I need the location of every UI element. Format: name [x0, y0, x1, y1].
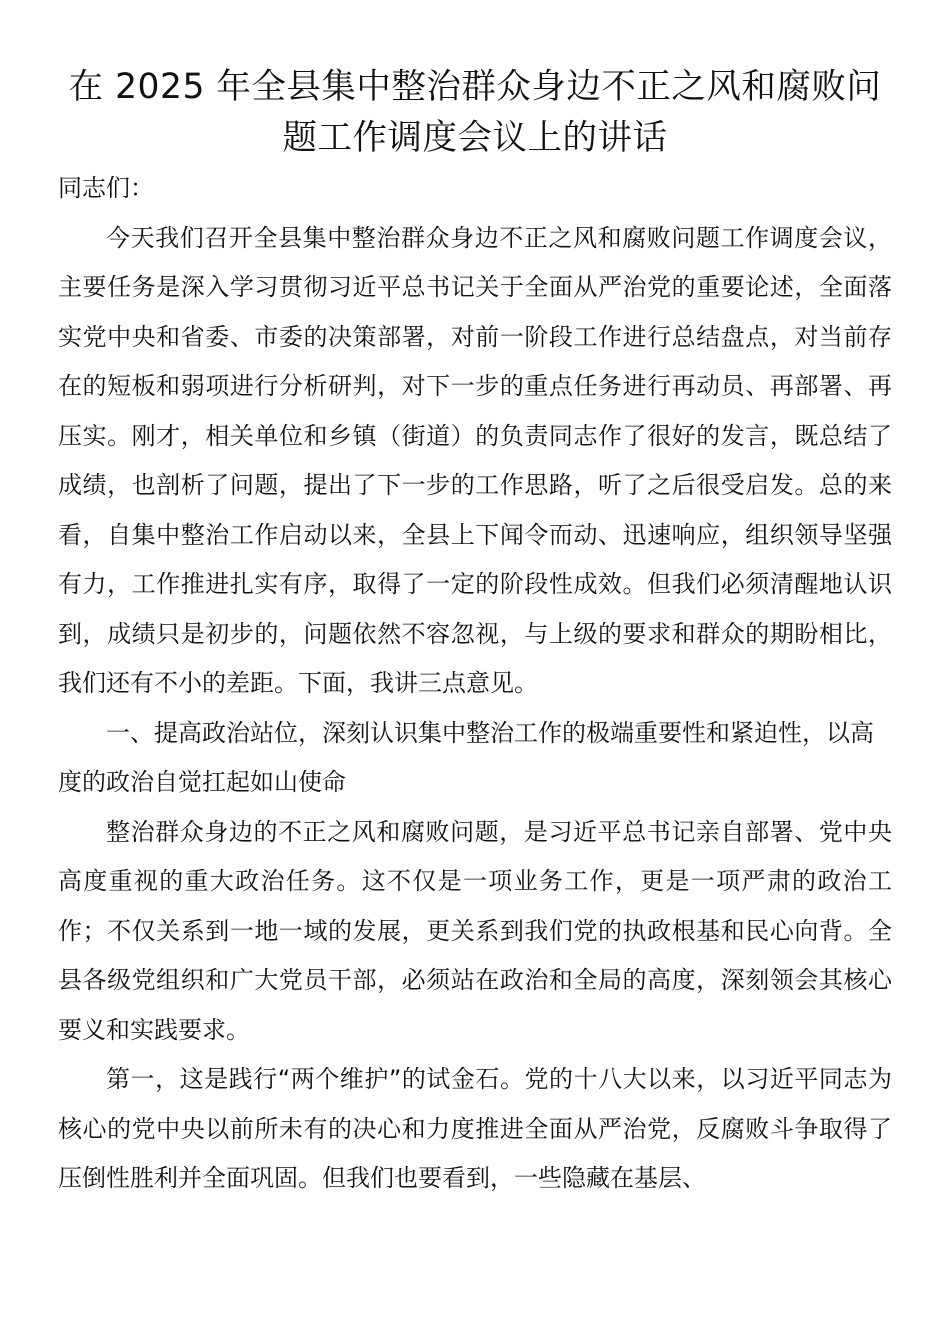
section-paragraph: 整治群众身边的不正之风和腐败问题，是习近平总书记亲自部署、党中央高度重视的重大政治任务。这不仅是一项业务工作，更是一项严肃的政治工作；不仅关系到一地一域的发展，更关系到我们党的执政根基和民心向背。全县各级党组织和广大党员干部，必须站在政治和全局的高度，深刻领会其核心要义和实践要求。 — [58, 817, 892, 1044]
section-paragraph: 第一，这是践行“两个维护”的试金石。党的十八大以来，以习近平同志为核心的党中央以前所未有的决心和力度推进全面从严治党，反腐败斗争取得了压倒性胜利并全面巩固。但我们也要看到，一些隐藏在基层、 — [58, 1065, 892, 1192]
document-title: 在 2025 年全县集中整治群众身边不正之风和腐败问题工作调度会议上的讲话 — [68, 67, 882, 158]
salutation: 同志们： — [58, 174, 154, 202]
document-page — [58, 62, 892, 1204]
section-heading: 一、提高政治站位，深刻认识集中整治工作的极端重要性和紧迫性，以高度的政治自觉扛起如山使命 — [58, 718, 874, 796]
intro-paragraph: 今天我们召开全县集中整治群众身边不正之风和腐败问题工作调度会议，主要任务是深入学习贯彻习近平总书记关于全面从严治党的重要论述，全面落实党中央和省委、市委的决策部署，对前一阶段工作进行总结盘点，对当前存在的短板和弱项进行分析研判，对下一步的重点任务进行再动员、再部署、再压实。刚才，相关单位和乡镇（街道）的负责同志作了很好的发言，既总结了成绩，也剖析了问题，提出了下一步的工作思路，听了之后很受启发。总的来看，自集中整治工作启动以来，全县上下闻令而动、迅速响应，组织领导坚强有力，工作推进扎实有序，取得了一定的阶段性成效。但我们必须清醒地认识到，成绩只是初步的，问题依然不容忽视，与上级的要求和群众的期盼相比，我们还有不小的差距。下面，我讲三点意见。 — [58, 223, 892, 697]
